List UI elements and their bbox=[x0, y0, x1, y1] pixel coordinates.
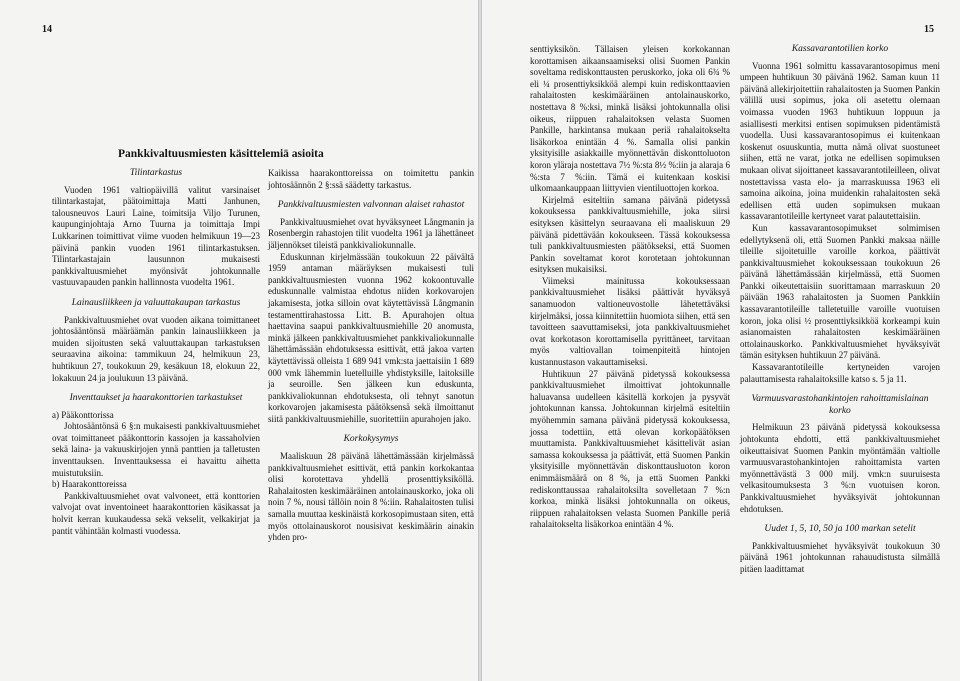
subsection-heading: Uudet 1, 5, 10, 50 ja 100 markan setelit bbox=[764, 524, 916, 535]
section-gap bbox=[52, 289, 260, 298]
page-number-left: 14 bbox=[42, 24, 52, 35]
paragraph: b) Haarakonttoreissa bbox=[52, 479, 127, 490]
paragraph: Kun kassavarantosopimukset solmimisen edellytyksenä oli, että Suomen Pankki maksaa näille tileille sijoitetuille varoille korkoa, päättivät pankkivaltuusmiehet kokouksessaan toukokuun 26 päivänä lähettämässään kirjelmässä, että Suomen Pankki oikeutettaisiin suorittamaan marraskuun 20 päivään 1963 rahalaitosten ja Suomen Pankkiin kassavarantotileille talletetuille varoille vuotuisen koron, joka olisi ½ prosenttiyksikköä korkeampi kuin asianomaisten rahalaitosten keskimääräinen ottolainauskorko. Pankkivaltuusmiehet hyväksyivät tämän esityksen huhtikuun 27 päivänä. bbox=[740, 222, 940, 361]
paragraph: Pankkivaltuusmiehet ovat hyväksyneet Långmanin ja Rosenbergin rahastojen tilit vuodelta 1961 ja lähettäneet jäljennökset tileistä pankkivaliokunnalle. bbox=[268, 216, 474, 250]
paragraph: Viimeksi mainitussa kokouksessaan pankkivaltuusmiehet lisäksi päättivät hyväksyä sanamuodon valtioneuvostolle lähetettäväksi kirjelmäksi, jossa kiinnitettiin huomiota siihen, että sen tavoitteen saavuttamiseksi, jota pankkivaltuusmiehet ovat korkotason korottamisella pyrittäneet, tarvitaan myös valtiovallan toimenpiteitä hintojen kustannustason vakauttamiseksi. bbox=[530, 275, 730, 368]
subsection-heading: Inventtaukset ja haarakonttorien tarkastukset bbox=[69, 393, 243, 404]
right-column-2 bbox=[740, 44, 940, 576]
paragraph: Vuoden 1961 valtiopäivillä valitut varsinaiset tilintarkastajat, päätoimittaja Matti Janhunen, talousneuvos Lauri Laine, toimitsija Viljo Turunen, kaupunginjohtaja Arno Tuurna ja toimittaja Impi Lukkarinen toimittivat viime vuoden helmikuun 19—23 päivinä pankin vuoden 1961 tilintarkastuksen. Tilintarkastajain lausunnon mukaisesti pankkivaltuusmiehet myönsivät johtokunnalle vastuuvapauden pankin hallinnosta vuodelta 1961. bbox=[52, 184, 260, 288]
paragraph: Huhtikuun 27 päivänä pidetyssä kokouksessa pankkivaltuusmiehet ilmoittivat johtokunnalle haluavansa uudelleen käsitellä korkojen ja pysyvät johtokunnan kanssa. Johtokunnan kirjelmä esiteltiin myöhemmin samana päivänä pidetyssä kokouksessa, jossa todettiin, että olevan korkopäätöksen muuttamista. Pankkivaltuusmiehet käsittelivät asian samassa kokouksessa ja päättivät, että Suomen Pankin yksityisille myönnettävän diskonttausluoton koron enimmäismäärä on 8 %, ja että Suomen Pankki rediskonttaussaa rahalaitoksilta sovelletaan 7 %:n korkoa, minkä lisäksi johtokunnalla on oikeus, riippuen rahalaitoksen velasta Suomen Pankille periä rahalaitokselta lisäkorkoa enintään 4 %. bbox=[530, 368, 730, 530]
paragraph: Vuonna 1961 solmittu kassavarantosopimus meni umpeen huhtikuun 30 päivänä 1962. Saman kuun 11 päivänä allekirjoitettiin rahalaitosten ja Suomen Pankin välillä uusi sopimus, joka oli asetettu olemaan voimassa vuoden 1963 huhtikuun loppuun ja asiallisesti merkitsi entisen sopimuksen pidentämistä vuodella. Uusi kassavarantosopimus ei kuitenkaan koskenut osuuskuntia, mutta nämä olivat suostuneet siihen, että ne varat, jotka ne edellisen sopimuksen mukaan olivat sijoittaneet kassavarantotileilleen, olivat nostettavissa vasta elo- ja marraskuussa 1963 eli samoina aikoina, joina muidenkin rahalaitosten sekä edellisen että uuden sopimuksen mukaan kassavarantotileille kertyneet varat palautettaisiin. bbox=[740, 60, 940, 222]
paragraph: Maaliskuun 28 päivänä lähettämässään kirjelmässä pankkivaltuusmiehet esittivät, että pankin korkokantaa olisi korotettava yhdellä prosenttiyksiköllä. Rahalaitosten keskimääräinen antolainauskorko, joka oli noin 7 %, nousi tällöin noin 8 %:iin. Rahalaitosten tulisi samalla muuttaa keskinäistä korkosopimustaan siten, että myös ottolainauskorot nousisivat keskimäärin ainakin yhden pro- bbox=[268, 451, 474, 543]
paragraph: Pankkivaltuusmiehet hyväksyivät toukokuun 30 päivänä 1961 johtokunnan rahauudistusta silmällä pitäen laadittamat bbox=[740, 540, 940, 574]
section-gap bbox=[52, 384, 260, 393]
subsection-heading: Tilintarkastus bbox=[129, 168, 183, 178]
section-gap bbox=[740, 515, 940, 524]
subsection-heading: Varmuusvarastohankintojen rahoittamislainan korko bbox=[751, 394, 929, 416]
paragraph: Kaikissa haarakonttoreissa on toimitettu pankin johtosäännön 2 §:ssä säädetty tarkastus. bbox=[268, 168, 474, 190]
right-column-1 bbox=[530, 44, 730, 531]
section-gap bbox=[268, 425, 474, 434]
left-column-1 bbox=[52, 168, 260, 537]
paragraph: Pankkivaltuusmiehet ovat vuoden aikana toimittaneet johtosääntönsä määräämän pankin lainausliikkeen ja muiden sijoitusten sekä valuuttakaupan tarkastuksen seuraavina aikoina: tammikuun 24, helmikuun 23, huhtikuun 27, toukokuun 29, kesäkuun 18, elokuun 22, lokakuun 24 ja joulukuun 13 päivänä. bbox=[52, 314, 260, 383]
paragraph: Eduskunnan kirjelmässään toukokuun 22 päivältä 1959 antaman määräyksen mukaisesti tuli pankkivaltuusmiesten vuonna 1962 kokoontuvalle eduskunnalle valmistaa ehdotus niiden korkovarojen jakamisesta, jotka silloin ovat käytettävissä Långmanin testamenttirahastossa Litt. B. Apurahojen oltua haettavina saapui pankkivaltuusmiehille 20 anomusta, minkä jälkeen pankkivaltuusmiehet pankkivaliokunnalle lähettämässään ehdotuksessa esittivät, että jakoa varten käytettävissä olleista 1 689 941 vmk:sta jaettaisiin 1 689 000 vmk lähemmin luetelluille yhdistyksille, laitoksille ja seuroille. Sen jälkeen kun eduskunta, pankkivaliokunnan ehdotuksesta, oli tehnyt sanotun korkovarojen jakamisesta päätöksensä sekä ilmoittanut siitä pankkivaltuusmiehille, suoritettiin apurahojen jako. bbox=[268, 251, 474, 424]
subsection-heading: Korkokysymys bbox=[343, 434, 399, 445]
page-number-right: 15 bbox=[924, 24, 934, 35]
paragraph: Johtosääntönsä 6 §:n mukaisesti pankkivaltuusmiehet ovat toimittaneet pääkonttorin kassojen ja kassaholvien sekä laina- ja vakuuskirjojen ynnä panttien ja talletusten inventtauksen. Inventtauksessa ei havaittu aihetta muistutuksiin. bbox=[52, 421, 260, 478]
paragraph: a) Pääkonttorissa bbox=[52, 409, 114, 420]
section-gap bbox=[740, 385, 940, 394]
paragraph: Pankkivaltuusmiehet ovat valvoneet, että konttorien valvojat ovat inventoineet haarakonttorien käsikassat ja holvit kerran kuukaudessa sekä vekselit, velkakirjat ja pantit vähintään kolmasti vuodessa. bbox=[52, 490, 260, 536]
section-gap bbox=[268, 191, 474, 200]
left-column-2 bbox=[268, 168, 474, 544]
subsection-heading: Pankkivaltuusmiesten valvonnan alaiset rahastot bbox=[277, 200, 465, 211]
paragraph: senttiyksikön. Tällaisen yleisen korkokannan korottamisen aikaansaamiseksi olisi Suomen Pankin soveltama rediskonttausten peruskorko, joka oli 6¾ % eli ¼ prosenttiyksikköä alempi kuin rediskonttaavien rahalaitosten keskimääräinen antolainauskorko, nostettava 8 %:ksi, minkä lisäksi johtokunnalla olisi oikeus, riippuen rahalaitoksen velasta Suomen Pankille, harkintansa mukaan periä rahalaitokselta lisäkorkoa enintään 4 %. Samalla olisi pankin yksityisille asiakkaille myönnettävän diskonttoluoton koron yläraja nostettava 7½ %:sta 8½ %:iin ja alaraja 6 %:sta 7 %:iin. Tämä ei kuitenkaan koskisi ulkomaankauppaan liittyvien vientiluottojen korkoa. bbox=[530, 44, 730, 194]
paragraph: Kassavarantotileille kertyneiden varojen palauttamisesta rahalaitoksille katso s. 5 ja 11. bbox=[740, 362, 940, 384]
left-page bbox=[0, 0, 478, 681]
paragraph: Kirjelmä esiteltiin samana päivänä pidetyssä kokouksessa pankkivaltuusmiehille, joka siirsi esityksen käsittelyn seuraavana eli maaliskuun 29 päivänä pidettävään kokoukseen. Tässä kokouksessa tuli pankkivaltuusmiesten päätökseksi, että Suomen Pankin soveltamat korot korotetaan johtokunnan esityksen mukaisiksi. bbox=[530, 194, 730, 275]
subsection-heading: Kassavarantotilien korko bbox=[791, 44, 889, 54]
right-page bbox=[482, 0, 960, 681]
paragraph: Helmikuun 23 päivänä pidetyssä kokouksessa johtokunta ehdotti, että pankkivaltuusmiehet oikeuttaisivat Suomen Pankin myöntämään valtiolle varmuusvarastohankintojen rahoittamista varten myönnettävästä 3 000 milj. vmk:n suuruisesta velkasitoumuksesta 3 %:n vuotuisen koron. Pankkivaltuusmiehet hyväksyivät johtokunnan ehdotuksen. bbox=[740, 422, 940, 514]
subsection-heading: Lainausliikkeen ja valuuttakaupan tarkastus bbox=[71, 297, 241, 308]
section-heading: Pankkivaltuusmiesten käsittelemiä asioita bbox=[118, 148, 324, 160]
